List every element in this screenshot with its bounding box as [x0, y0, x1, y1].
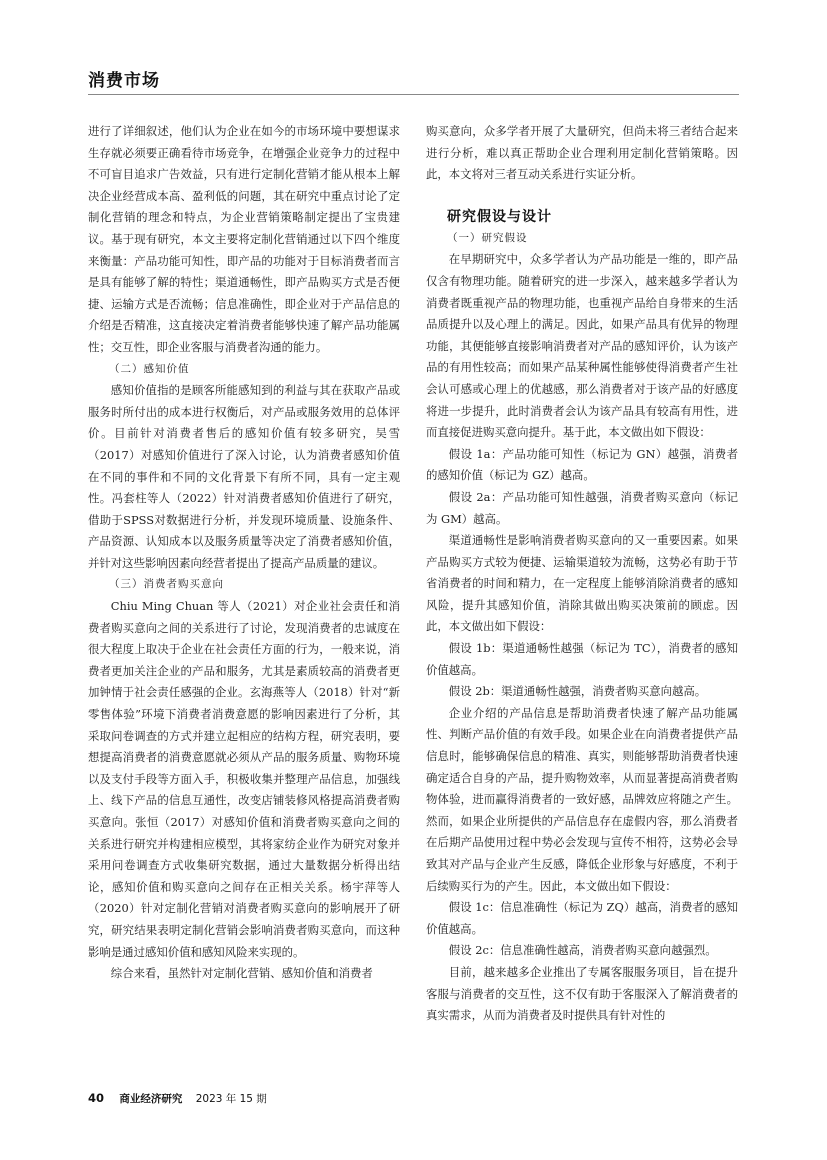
subsection-heading: （一）研究假设 — [447, 231, 528, 244]
right-column — [426, 121, 738, 1027]
subsection-heading: （三）消费者购买意向 — [109, 578, 224, 591]
page-number: 40 — [88, 1091, 105, 1105]
header-divider — [88, 94, 739, 95]
paragraph: 目前，越来越多企业推出了专属客服服务项目，旨在提升客服与消费者的交互性，这不仅有助于客服深入了解消费者的真实需求，从而为消费者及时提供具有针对性的 — [426, 964, 738, 1023]
paragraph: 假设 2b：渠道通畅性越强，消费者购买意向越高。 — [448, 684, 707, 699]
paragraph: 在早期研究中，众多学者认为产品功能是一维的，即产品仅含有物理功能。随着研究的进一步深入，越来越多学者认为消费者既重视产品的物理功能，也重视产品给自身带来的生活品质提升以及心理上的满足。因此，如果产品具有优异的物理功能，其便能够直接影响消费者对产品的感知评价，认为该产品的有用性较高；而如果产品某种属性能够使得消费者产生社会认可感或心理上的优越感，那么消费者对于该产品的好感度将进一步提升，此时消费者会认为该产品具有较高有用性，进而直接促进购买意向提升。基于此，本文做出如下假设： — [426, 252, 738, 440]
paragraph: 综合来看，虽然针对定制化营销、感知价值和消费者 — [110, 966, 373, 981]
section-heading: 研究假设与设计 — [447, 208, 552, 225]
issue-label: 2023 年 15 期 — [195, 1093, 267, 1105]
left-column — [88, 121, 400, 985]
paragraph: 购买意向，众多学者开展了大量研究，但尚未将三者结合起来进行分析，难以真正帮助企业合理利用定制化营销策略。因此，本文将对三者互动关系进行实证分析。 — [426, 124, 738, 182]
page-footer — [88, 1091, 267, 1106]
journal-name: 商业经济研究 — [119, 1093, 183, 1105]
paragraph: 假设 2c：信息准确性越高，消费者购买意向越强烈。 — [448, 943, 717, 958]
paragraph: 假设 1b：渠道通畅性越强（标记为 TC），消费者的感知价值越高。 — [426, 641, 738, 677]
paragraph: 渠道通畅性是影响消费者购买意向的又一重要因素。如果产品购买方式较为便捷、运输渠道较为流畅，这势必有助于节省消费者的时间和精力，在一定程度上能够消除消费者的感知风险，提升其感知价值，消除其做出购买决策前的顾虑。因此，本文做出如下假设： — [426, 533, 738, 634]
paragraph: Chiu Ming Chuan 等人（2021）对企业社会责任和消费者购买意向之间的关系进行了讨论，发现消费者的忠诚度在很大程度上取决于企业在社会责任方面的行为，一般来说，消费者更加关注企业的产品和服务，尤其是素质较高的消费者更加钟情于社会责任感强的企业。玄海燕等人（2018）针对“新零售体验”环境下消费者消费意愿的影响因素进行了分析，其采取问卷调查的方式并建立起相应的结构方程，研究表明，要想提高消费者的消费意愿就必须从产品的服务质量、购物环境以及支付手段等方面入手，积极收集并整理产品信息，加强线上、线下产品的信息互通性，改变店铺装修风格提高消费者购买意向。张恒（2017）对感知价值和消费者购买意向之间的关系进行研究并构建相应模型，其将家纺企业作为研究对象并采用问卷调查方式收集研究数据，通过大量数据分析得出结论，感知价值和购买意向之间存在正相关关系。杨宇萍等人（2020）针对定制化营销对消费者购买意向的影响展开了研究，研究结果表明定制化营销会影响消费者购买意向，而这种影响是通过感知价值和感知风险来实现的。 — [88, 599, 400, 959]
paragraph: 进行了详细叙述，他们认为企业在如今的市场环境中要想谋求生存就必须要正确看待市场竞争，在增强企业竞争力的过程中不可盲目追求广告效益，只有进行定制化营销才能从根本上解决企业经营成本高、盈利低的问题，其在研究中重点讨论了定制化营销的理念和特点，为企业营销策略制定提出了宝贵建议。基于现有研究，本文主要将定制化营销通过以下四个维度来衡量：产品功能可知性，即产品的功能对于目标消费者而言是具有能够了解的特性；渠道通畅性，即产品购买方式是否便捷、运输方式是否流畅；信息准确性，即企业对于产品信息的介绍是否精准，这直接决定着消费者能够快速了解产品功能属性；交互性，即企业客服与消费者沟通的能力。 — [88, 124, 400, 354]
paragraph: 假设 2a：产品功能可知性越强，消费者购买意向（标记为 GM）越高。 — [426, 489, 738, 526]
paragraph: 感知价值指的是顾客所能感知到的利益与其在获取产品或服务时所付出的成本进行权衡后，对产品或服务效用的总体评价。目前针对消费者售后的感知价值有较多研究，吴雪（2017）对感知价值进行了深入讨论，认为消费者感知价值在不同的事件和不同的文化背景下有所不同，具有一定主观性。冯套柱等人（2022）针对消费者感知价值进行了研究，借助于SPSS对数据进行分析，并发现环境质量、设施条件、产品资源、认知成本以及服务质量等决定了消费者感知价值，并针对这些影响因素向经营者提出了提高产品质量的建议。 — [88, 383, 400, 570]
paragraph: 假设 1c：信息准确性（标记为 ZQ）越高，消费者的感知价值越高。 — [426, 900, 738, 936]
paragraph: 企业介绍的产品信息是帮助消费者快速了解产品功能属性、判断产品价值的有效手段。如果企业在向消费者提供产品信息时，能够确保信息的精准、真实，则能够帮助消费者快速确定适合自身的产品，提升购物效率，从而显著提高消费者购物体验，进而赢得消费者的一致好感，品牌效应将随之产生。然而，如果企业所提供的产品信息存在虚假内容，那么消费者在后期产品使用过程中势必会发现与宣传不相符，这势必会导致其对产品与企业产生反感，降低企业形象与好感度，不利于后续购买行为的产生。因此，本文做出如下假设： — [426, 705, 738, 893]
subsection-heading: （二）感知价值 — [109, 362, 190, 375]
paragraph: 假设 1a：产品功能可知性（标记为 GN）越强，消费者的感知价值（标记为 GZ）越高。 — [426, 446, 738, 483]
section-title: 消费市场 — [88, 71, 160, 91]
